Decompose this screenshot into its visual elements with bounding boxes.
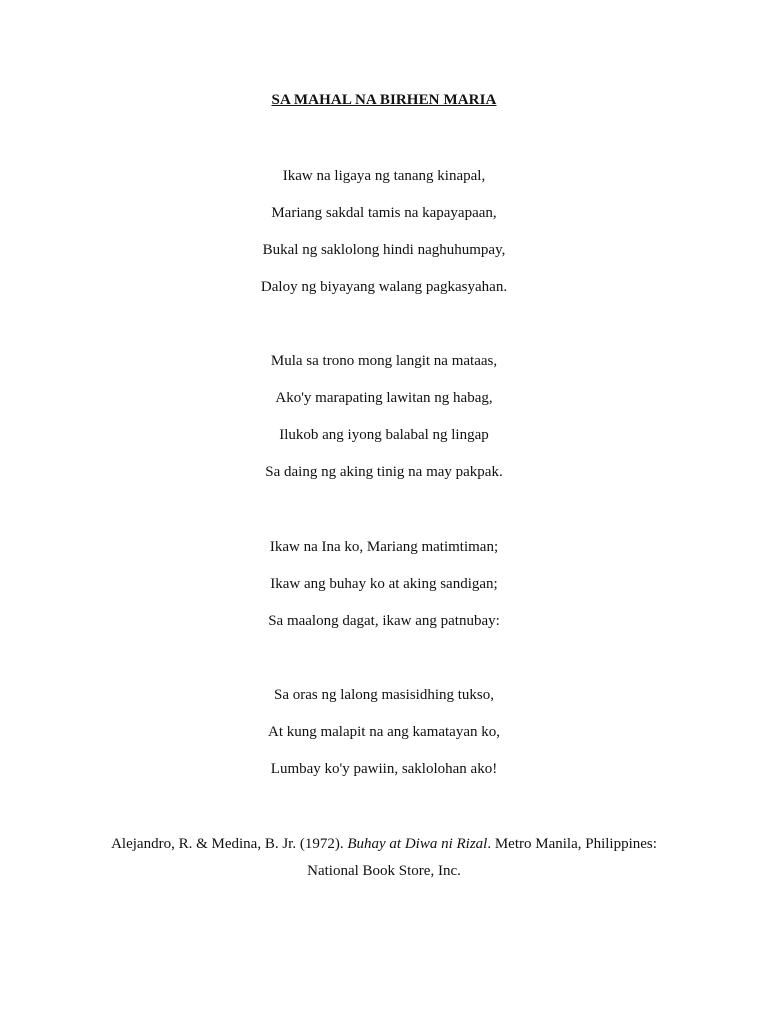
stanza-2-line-2: Ako'y marapating lawitan ng habag, bbox=[275, 390, 493, 406]
citation-book-title: Buhay at Diwa ni Rizal bbox=[347, 836, 488, 852]
stanza-3-line-1: Ikaw na Ina ko, Mariang matimtiman; bbox=[269, 539, 499, 555]
stanza-2-line-3: Ilukob ang iyong balabal ng lingap bbox=[279, 427, 489, 443]
stanza-1-line-1: Ikaw na ligaya ng tanang kinapal, bbox=[282, 168, 486, 184]
stanza-4-line-3: Lumbay ko'y pawiin, saklolohan ako! bbox=[270, 761, 498, 777]
citation-publication-place: . Metro Manila, Philippines: bbox=[487, 836, 657, 852]
stanza-2-line-4: Sa daing ng aking tinig na may pakpak. bbox=[265, 464, 503, 480]
stanza-1-line-4: Daloy ng biyayang walang pagkasyahan. bbox=[260, 279, 508, 295]
stanza-3-line-3: Sa maalong dagat, ikaw ang patnubay: bbox=[268, 613, 500, 629]
citation-line-1 bbox=[0, 834, 768, 854]
stanza-1-line-2: Mariang sakdal tamis na kapayapaan, bbox=[271, 205, 497, 221]
stanza-2-line-1: Mula sa trono mong langit na mataas, bbox=[270, 353, 498, 369]
stanza-3-line-2: Ikaw ang buhay ko at aking sandigan; bbox=[270, 576, 498, 592]
citation-publisher: National Book Store, Inc. bbox=[307, 863, 461, 879]
stanza-4-line-1: Sa oras ng lalong masisidhing tukso, bbox=[274, 687, 494, 703]
poem-title: SA MAHAL NA BIRHEN MARIA bbox=[271, 92, 497, 108]
citation-authors: Alejandro, R. & Medina, B. Jr. (1972). bbox=[111, 836, 344, 852]
stanza-1-line-3: Bukal ng saklolong hindi naghuhumpay, bbox=[262, 242, 506, 258]
stanza-4-line-2: At kung malapit na ang kamatayan ko, bbox=[267, 724, 501, 740]
